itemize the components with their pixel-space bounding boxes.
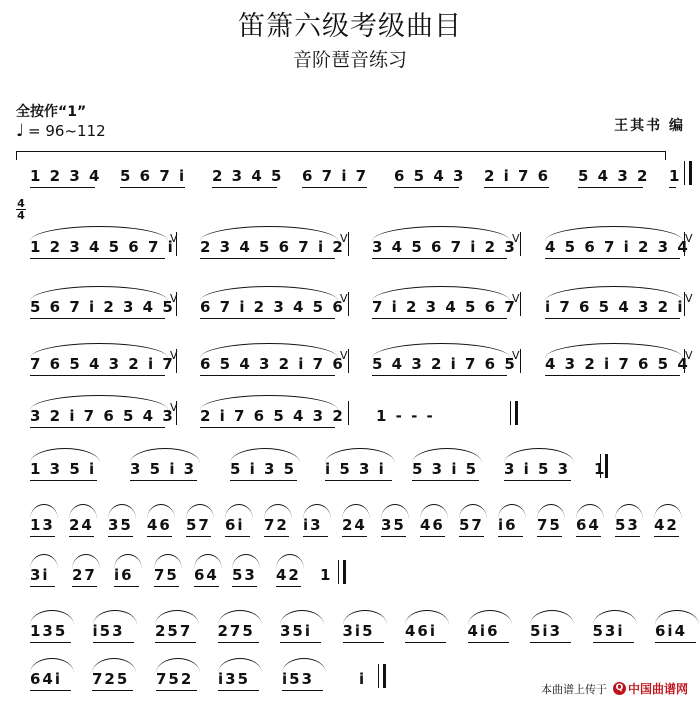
bar-line: [348, 232, 349, 256]
underline-beam: [194, 586, 219, 587]
note-group: [654, 516, 682, 534]
underline-beam: [615, 536, 640, 537]
upload-text: 本曲谱上传于: [540, 682, 607, 696]
note-group: [376, 407, 506, 425]
breath-mark: V: [340, 232, 350, 245]
underline-beam: [30, 318, 165, 319]
note-group: [459, 516, 487, 534]
underline-beam: [120, 187, 185, 188]
breath-mark: V: [685, 232, 695, 245]
site-name: 中国曲谱网: [627, 682, 688, 696]
underline-beam: [504, 480, 571, 481]
note-group-text: 6 5 4 3: [394, 167, 466, 185]
note-group: [280, 622, 324, 640]
underline-beam: [200, 258, 335, 259]
bar-line: [520, 292, 521, 316]
note-group: [218, 670, 262, 688]
note-group: [372, 232, 522, 256]
tempo-marking: [16, 121, 106, 141]
site-logo[interactable]: [613, 680, 688, 697]
note-group-text: 2 3 4 5 6 7 i 2: [200, 238, 345, 256]
underline-beam: [264, 536, 289, 537]
underline-beam: [30, 536, 55, 537]
note-group: [530, 622, 574, 640]
breath-mark: V: [340, 292, 350, 305]
note-group-text: 5 6 7 i: [120, 167, 187, 185]
note-group-text: 1 - - -: [376, 407, 435, 425]
score-line-5: [14, 460, 686, 490]
note-group: [342, 516, 370, 534]
underline-beam: [545, 258, 680, 259]
underline-beam: [325, 480, 392, 481]
time-signature-bottom: 4: [17, 209, 25, 222]
note-group: [200, 407, 345, 425]
underline-beam: [218, 690, 259, 691]
note-group: [30, 401, 180, 425]
underline-beam: [30, 375, 165, 376]
note-group-text: 3 5 i 3: [130, 460, 197, 478]
note-group: [30, 566, 58, 584]
breath-mark: V: [170, 349, 180, 362]
score-line-3: [14, 349, 695, 385]
bar-line: [176, 401, 177, 425]
note-group-text: 3 i 5 3: [504, 460, 571, 478]
underline-beam: [30, 258, 165, 259]
note-group: [372, 349, 522, 373]
underline-beam: [302, 187, 367, 188]
note-group-text: 1: [594, 460, 607, 478]
underline-beam: [212, 187, 277, 188]
note-group-text: 4 3 2 i 7 6 5 4: [545, 355, 690, 373]
note-group: [200, 232, 350, 256]
repeat-bracket: [16, 151, 666, 162]
underline-beam: [459, 536, 484, 537]
note-group-text: 64: [576, 516, 601, 534]
note-group: [412, 460, 482, 478]
underline-beam: [92, 690, 133, 691]
note-group-text: 6i: [225, 516, 245, 534]
note-group-text: 24: [69, 516, 94, 534]
underline-beam: [30, 642, 71, 643]
note-group: [154, 566, 182, 584]
bar-line: [684, 292, 685, 316]
note-group: [92, 670, 136, 688]
underline-beam: [114, 586, 139, 587]
underline-beam: [130, 480, 197, 481]
underline-beam: [530, 642, 571, 643]
note-group-text: 5 6 7 i 2 3 4 5: [30, 298, 175, 316]
breath-mark: V: [512, 232, 522, 245]
breath-mark: V: [685, 349, 695, 362]
score-line-8: [14, 622, 686, 652]
note-group: [498, 516, 526, 534]
note-group-text: 35: [381, 516, 406, 534]
note-group-text: 57: [459, 516, 484, 534]
bar-line: [176, 349, 177, 373]
note-group: [232, 566, 260, 584]
note-group: [108, 516, 136, 534]
note-group-text: 5 4 3 2 i 7 6 5: [372, 355, 517, 373]
note-group-text: 3 4 5 6 7 i 2 3: [372, 238, 517, 256]
note-group-text: i6: [498, 516, 518, 534]
note-group: [545, 292, 695, 316]
note-group-text: 46: [420, 516, 445, 534]
note-group-text: 7 6 5 4 3 2 i 7: [30, 355, 175, 373]
note-group: [615, 516, 643, 534]
time-signature: [16, 198, 26, 221]
underline-beam: [200, 375, 335, 376]
logo-mark-icon: Q: [613, 682, 626, 695]
bar-line: [176, 292, 177, 316]
note-group-text: 725: [92, 670, 130, 688]
bar-line: [348, 349, 349, 373]
note-group-text: 257: [155, 622, 193, 640]
note-group-text: 72: [264, 516, 289, 534]
note-group-text: 27: [72, 566, 97, 584]
note-group: [200, 292, 350, 316]
note-group: [594, 460, 607, 478]
note-group: [669, 167, 682, 185]
note-group-text: 6 7 i 7: [302, 167, 369, 185]
note-group-text: 1 2 3 4: [30, 167, 102, 185]
score-line-6: [14, 516, 686, 546]
note-group: [156, 670, 200, 688]
note-group: [194, 566, 222, 584]
underline-beam: [154, 586, 179, 587]
note-group-text: 64i: [30, 670, 63, 688]
note-group-text: 6 5 4 3 2 i 7 6: [200, 355, 345, 373]
underline-beam: [30, 480, 97, 481]
note-group-text: i 7 6 5 4 3 2 i: [545, 298, 685, 316]
note-group-text: 42: [654, 516, 679, 534]
underline-beam: [30, 690, 71, 691]
underline-beam: [405, 642, 446, 643]
underline-beam: [654, 536, 679, 537]
tempo-value: = 96~112: [28, 122, 106, 140]
final-bar-line: [510, 401, 518, 425]
note-group: [372, 292, 522, 316]
underline-beam: [230, 480, 297, 481]
note-group-text: 6i4: [655, 622, 688, 640]
note-group: [276, 566, 304, 584]
note-group: [468, 622, 512, 640]
bar-line: [348, 401, 349, 425]
breath-mark: V: [170, 401, 180, 414]
note-group-text: 5 3 i 5: [412, 460, 479, 478]
underline-beam: [280, 642, 321, 643]
note-group: [114, 566, 142, 584]
note-group: [155, 622, 199, 640]
underline-beam: [303, 536, 328, 537]
note-group-text: 5i3: [530, 622, 563, 640]
underline-beam: [484, 187, 549, 188]
note-group-text: 2 i 7 6 5 4 3 2: [200, 407, 345, 425]
note-group-text: 1: [669, 167, 682, 185]
underline-beam: [412, 480, 479, 481]
note-group-text: 53: [232, 566, 257, 584]
underline-beam: [232, 586, 257, 587]
note-group: [30, 622, 74, 640]
note-group-text: 1 2 3 4 5 6 7 i: [30, 238, 175, 256]
note-group: [655, 622, 699, 640]
note-group: [225, 516, 253, 534]
underline-beam: [420, 536, 445, 537]
note-group: [537, 516, 565, 534]
note-group: [484, 167, 552, 185]
underline-beam: [343, 642, 384, 643]
note-group: [343, 622, 387, 640]
underline-beam: [276, 586, 301, 587]
note-group: [120, 167, 188, 185]
footer: [541, 680, 688, 697]
note-group-text: 4 5 6 7 i 2 3 4: [545, 238, 690, 256]
underline-beam: [218, 642, 259, 643]
note-group: [30, 292, 180, 316]
underline-beam: [156, 690, 197, 691]
underline-beam: [108, 536, 133, 537]
underline-beam: [186, 536, 211, 537]
underline-beam: [69, 536, 94, 537]
underline-beam: [498, 536, 523, 537]
bar-line: [520, 349, 521, 373]
final-bar-line: [684, 161, 692, 185]
underline-beam: [578, 187, 643, 188]
underline-beam: [30, 427, 165, 428]
note-group-text: 1: [320, 566, 333, 584]
breath-mark: V: [170, 292, 180, 305]
underline-beam: [545, 375, 680, 376]
quarter-note-icon: ♩: [16, 121, 25, 141]
note-group: [130, 460, 200, 478]
note-group-text: 6 7 i 2 3 4 5 6: [200, 298, 345, 316]
note-group: [504, 460, 574, 478]
note-group-text: 2 3 4 5: [212, 167, 284, 185]
underline-beam: [372, 318, 507, 319]
note-group: [359, 670, 369, 688]
bar-line: [176, 232, 177, 256]
underline-beam: [381, 536, 406, 537]
note-group: [320, 566, 333, 584]
note-group-text: 752: [156, 670, 194, 688]
breath-mark: V: [170, 232, 180, 245]
underline-beam: [30, 586, 55, 587]
bar-line: [520, 232, 521, 256]
note-group-text: 75: [537, 516, 562, 534]
note-group: [264, 516, 292, 534]
underline-beam: [394, 187, 459, 188]
note-group: [394, 167, 466, 185]
piece-title: 笛箫六级考级曲目: [238, 11, 462, 42]
final-bar-line: [378, 664, 386, 688]
note-group: [200, 349, 350, 373]
score-line-2: [14, 292, 695, 328]
underline-beam: [147, 536, 172, 537]
note-group: [303, 516, 331, 534]
underline-beam: [93, 642, 134, 643]
note-group-text: i: [359, 670, 367, 688]
piece-subtitle: 音阶琶音练习: [292, 49, 407, 71]
note-group: [545, 349, 695, 373]
note-group-text: i6: [114, 566, 134, 584]
note-group: [302, 167, 370, 185]
breath-mark: V: [512, 349, 522, 362]
note-group-text: i53: [92, 622, 125, 640]
note-group: [576, 516, 604, 534]
note-group: [93, 622, 137, 640]
note-group-text: 24: [342, 516, 367, 534]
note-group-text: 135: [30, 622, 68, 640]
note-group-text: 7 i 2 3 4 5 6 7: [372, 298, 517, 316]
underline-beam: [282, 690, 323, 691]
note-group-text: 1 3 5 i: [30, 460, 97, 478]
underline-beam: [468, 642, 509, 643]
breath-mark: V: [340, 349, 350, 362]
time-signature-top: 4: [17, 197, 25, 210]
score-line-1: [14, 232, 695, 268]
score-line-0: [14, 167, 686, 197]
note-group: [30, 670, 74, 688]
note-group: [147, 516, 175, 534]
arranger-credit: 王其书 编: [614, 118, 685, 134]
score-line-4: [14, 401, 686, 437]
note-group-text: 13: [30, 516, 55, 534]
underline-beam: [200, 318, 335, 319]
breath-mark: V: [512, 292, 522, 305]
note-group-text: 3i5: [342, 622, 375, 640]
note-group: [420, 516, 448, 534]
note-group: [30, 232, 180, 256]
note-group-text: 2 i 7 6: [484, 167, 551, 185]
underline-beam: [30, 187, 95, 188]
note-group: [578, 167, 650, 185]
note-group: [405, 622, 449, 640]
underline-beam: [593, 642, 634, 643]
note-group-text: i 5 3 i: [325, 460, 386, 478]
underline-beam: [342, 536, 367, 537]
underline-beam: [72, 586, 97, 587]
note-group-text: 5 4 3 2: [578, 167, 650, 185]
note-group-text: 64: [194, 566, 219, 584]
note-group: [325, 460, 395, 478]
underline-beam: [669, 187, 676, 188]
underline-beam: [225, 536, 250, 537]
note-group: [230, 460, 300, 478]
note-group: [30, 516, 58, 534]
note-group: [282, 670, 326, 688]
note-group-text: 75: [154, 566, 179, 584]
note-group: [381, 516, 409, 534]
breath-mark: V: [685, 292, 695, 305]
note-group-text: i35: [218, 670, 251, 688]
note-group-text: 3 2 i 7 6 5 4 3: [30, 407, 175, 425]
underline-beam: [372, 375, 507, 376]
score-line-7: [14, 566, 686, 596]
note-group-text: 3i: [30, 566, 50, 584]
underline-beam: [155, 642, 196, 643]
note-group: [30, 460, 100, 478]
underline-beam: [655, 642, 696, 643]
underline-beam: [576, 536, 601, 537]
note-group-text: i3: [303, 516, 323, 534]
bar-line: [348, 292, 349, 316]
note-group-text: 53: [615, 516, 640, 534]
underline-beam: [545, 318, 680, 319]
note-group: [212, 167, 284, 185]
final-bar-line: [338, 560, 346, 584]
note-group-text: 46i: [405, 622, 438, 640]
fingering-note: 全按作“1”: [16, 104, 87, 120]
note-group-text: 53i: [592, 622, 625, 640]
note-group-text: 275: [217, 622, 255, 640]
note-group-text: 35: [108, 516, 133, 534]
note-group: [218, 622, 262, 640]
note-group: [72, 566, 100, 584]
note-group: [545, 232, 695, 256]
underline-beam: [372, 258, 507, 259]
note-group-text: 4i6: [467, 622, 500, 640]
note-group: [69, 516, 97, 534]
note-group-text: 35i: [280, 622, 313, 640]
note-group: [593, 622, 637, 640]
note-group: [186, 516, 214, 534]
underline-beam: [537, 536, 562, 537]
note-group-text: 42: [276, 566, 301, 584]
underline-beam: [200, 427, 335, 428]
note-group-text: 57: [186, 516, 211, 534]
note-group-text: 5 i 3 5: [230, 460, 297, 478]
note-group-text: i53: [282, 670, 315, 688]
note-group-text: 46: [147, 516, 172, 534]
note-group: [30, 167, 102, 185]
note-group: [30, 349, 180, 373]
